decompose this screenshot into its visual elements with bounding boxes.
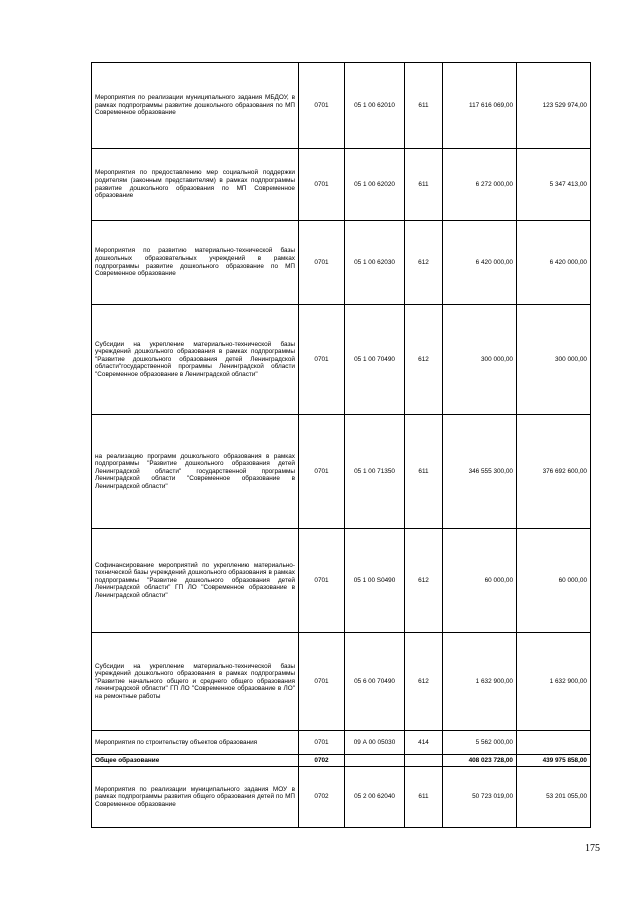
cell-section-code: 0701 (299, 415, 345, 529)
cell-amount-year-2: 123 529 974,00 (517, 63, 591, 149)
cell-description: Мероприятия по реализации муниципального задания МБДОУ, в рамках подпрограммы развитие дошкольного образования по МП Современное образование (92, 63, 299, 149)
cell-expense-type: 611 (405, 63, 443, 149)
cell-target-article: 05 1 00 62030 (345, 221, 405, 305)
cell-amount-year-1: 50 723 019,00 (443, 767, 517, 828)
page-number: 175 (585, 843, 600, 854)
table-row (92, 63, 591, 149)
cell-expense-type: 611 (405, 415, 443, 529)
cell-target-article: 05 1 00 71350 (345, 415, 405, 529)
cell-expense-type (405, 755, 443, 767)
cell-target-article: 09 А 00 05030 (345, 731, 405, 755)
cell-target-article: 05 1 00 70490 (345, 305, 405, 415)
cell-expense-type: 611 (405, 149, 443, 221)
cell-amount-year-1: 408 023 728,00 (443, 755, 517, 767)
cell-expense-type: 612 (405, 529, 443, 633)
cell-amount-year-1: 300 000,00 (443, 305, 517, 415)
cell-amount-year-1: 117 616 069,00 (443, 63, 517, 149)
cell-section-code: 0701 (299, 149, 345, 221)
budget-table (91, 62, 591, 828)
cell-amount-year-1: 60 000,00 (443, 529, 517, 633)
cell-amount-year-1: 1 632 900,00 (443, 633, 517, 731)
cell-section-code: 0701 (299, 221, 345, 305)
cell-expense-type: 611 (405, 767, 443, 828)
table-row (92, 767, 591, 828)
cell-description: Субсидии на укрепление материально-технической базы учреждений дошкольного образования в рамках подпрограммы "Развитие начального общего и среднего общего образования ленинградской области" ГП ЛО "Современное образование в ЛО" на ремонтные работы (92, 633, 299, 731)
table-row (92, 755, 591, 767)
cell-description: Общее образование (92, 755, 299, 767)
cell-expense-type: 612 (405, 221, 443, 305)
cell-expense-type: 612 (405, 305, 443, 415)
cell-target-article: 05 6 00 70490 (345, 633, 405, 731)
cell-amount-year-2: 5 347 413,00 (517, 149, 591, 221)
cell-amount-year-1: 346 555 300,00 (443, 415, 517, 529)
cell-amount-year-2: 376 692 600,00 (517, 415, 591, 529)
table-row (92, 529, 591, 633)
cell-amount-year-1: 5 562 000,00 (443, 731, 517, 755)
cell-amount-year-2: 439 975 858,00 (517, 755, 591, 767)
table-row (92, 305, 591, 415)
cell-amount-year-2: 53 201 055,00 (517, 767, 591, 828)
table-row (92, 221, 591, 305)
cell-target-article: 05 1 00 62020 (345, 149, 405, 221)
budget-table-body (92, 63, 591, 828)
table-row (92, 149, 591, 221)
cell-description: Мероприятия по реализации муниципального задания МОУ в рамках подпрограммы развития общего образования детей по МП Современное образование (92, 767, 299, 828)
cell-description: на реализацию программ дошкольного образования в рамках подпрограммы "Развитие дошкольного образования детей Ленинградской области" государственной программы Ленинградской области "Современное образование в Ленинградской области" (92, 415, 299, 529)
cell-amount-year-2 (517, 731, 591, 755)
cell-expense-type: 612 (405, 633, 443, 731)
cell-target-article (345, 755, 405, 767)
cell-amount-year-1: 6 420 000,00 (443, 221, 517, 305)
cell-section-code: 0701 (299, 63, 345, 149)
cell-section-code: 0702 (299, 767, 345, 828)
cell-target-article: 05 1 00 62010 (345, 63, 405, 149)
cell-section-code: 0701 (299, 305, 345, 415)
cell-amount-year-2: 1 632 900,00 (517, 633, 591, 731)
cell-description: Софинансирование мероприятий по укреплению материально-технической базы учреждений дошкольного образования в рамках подпрограммы "Развитие дошкольного образования детей Ленинградской области" ГП ЛО "Современное образование в Ленинградской области" (92, 529, 299, 633)
cell-description: Субсидии на укрепление материально-технической базы учреждений дошкольного образования в рамках подпрограммы "Развитие дошкольного образования детей Ленинградской области"государственной программы Ленинградской области "Современное образование в Ленинградской области" (92, 305, 299, 415)
cell-section-code: 0701 (299, 633, 345, 731)
cell-section-code: 0702 (299, 755, 345, 767)
cell-description: Мероприятия по предоставлению мер социальной поддержки родителям (законным представителям) в рамках подпрограммы развитие дошкольного образования по МП Современное образование (92, 149, 299, 221)
cell-amount-year-1: 6 272 000,00 (443, 149, 517, 221)
table-row (92, 731, 591, 755)
cell-description: Мероприятия по развитию материально-технической базы дошкольных образовательных учреждений в рамках подпрограммы развитие дошкольного образование по МП Современное образование (92, 221, 299, 305)
table-row (92, 633, 591, 731)
cell-amount-year-2: 60 000,00 (517, 529, 591, 633)
cell-amount-year-2: 300 000,00 (517, 305, 591, 415)
cell-amount-year-2: 6 420 000,00 (517, 221, 591, 305)
cell-section-code: 0701 (299, 731, 345, 755)
cell-expense-type: 414 (405, 731, 443, 755)
cell-section-code: 0701 (299, 529, 345, 633)
cell-target-article: 05 1 00 S0490 (345, 529, 405, 633)
table-row (92, 415, 591, 529)
cell-target-article: 05 2 00 62040 (345, 767, 405, 828)
cell-description: Мероприятия по строительству объектов образования (92, 731, 299, 755)
